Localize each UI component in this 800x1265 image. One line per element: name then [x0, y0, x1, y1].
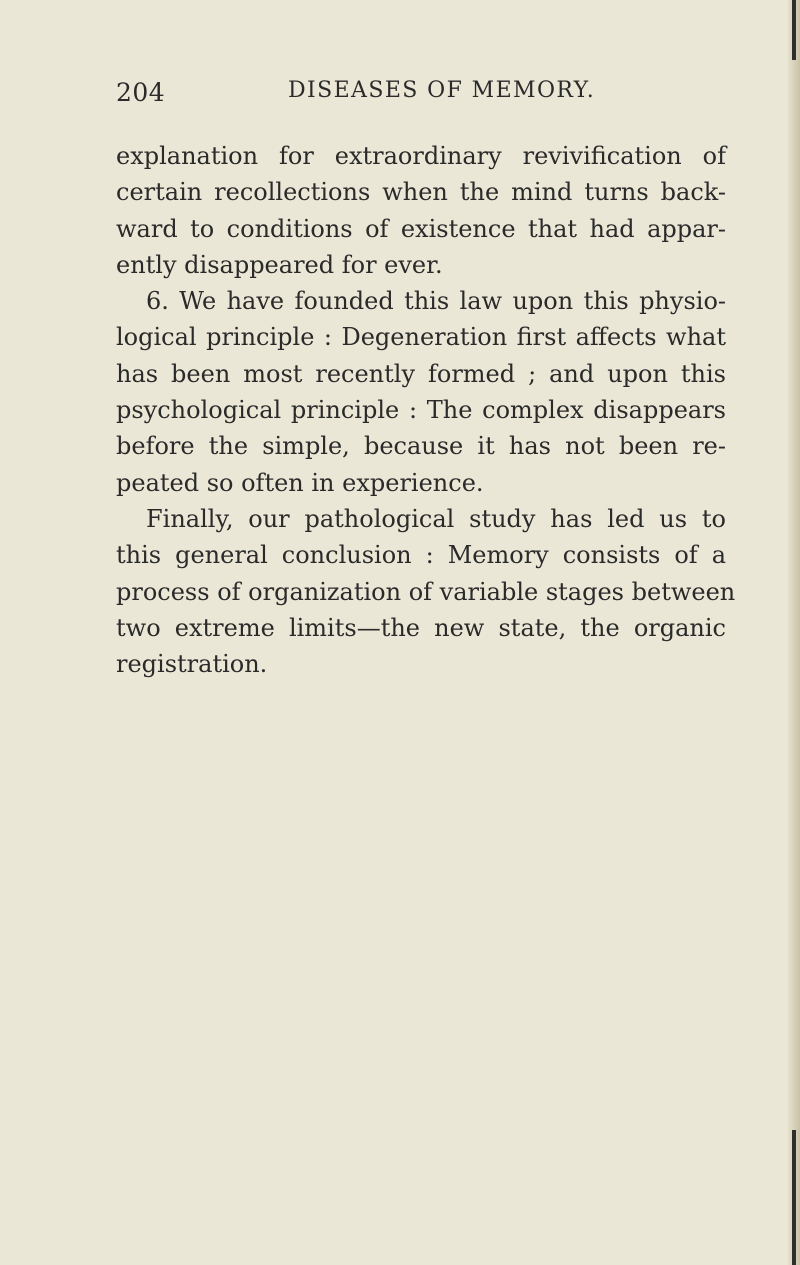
text-line: before the simple, because it has not been re- [116, 432, 726, 461]
text-line: explanation for extraordinary revivification of [116, 142, 726, 170]
text-line: certain recollections when the mind turns back- [116, 178, 726, 207]
page-number: 204 [116, 78, 166, 107]
text-line: ently disappeared for ever. [116, 250, 443, 279]
running-title: DISEASES OF MEMORY. [288, 78, 596, 103]
text-line: peated so often in experience. [116, 468, 484, 497]
text-line: ward to conditions of existence that had appar- [116, 214, 726, 243]
text-line: 6. We have founded this law upon this physio- [146, 287, 726, 316]
text-line: process of organization of variable stages between [116, 577, 736, 606]
page-edge-mark [792, 0, 796, 60]
text-line: Finally, our pathological study has led us to [146, 504, 726, 533]
text-line: logical principle : Degeneration first affects what [116, 323, 726, 352]
page-edge [788, 0, 800, 1265]
running-head [116, 78, 726, 112]
text-line: registration. [116, 650, 268, 679]
text-line: psychological principle : The complex disappears [116, 396, 726, 425]
text-line: this general conclusion : Memory consists of a [116, 541, 726, 570]
text-line: has been most recently formed ; and upon this [116, 359, 726, 388]
text-line: two extreme limits—the new state, the organic [116, 613, 726, 642]
body-text [116, 138, 736, 682]
page-edge-mark [792, 1130, 796, 1265]
